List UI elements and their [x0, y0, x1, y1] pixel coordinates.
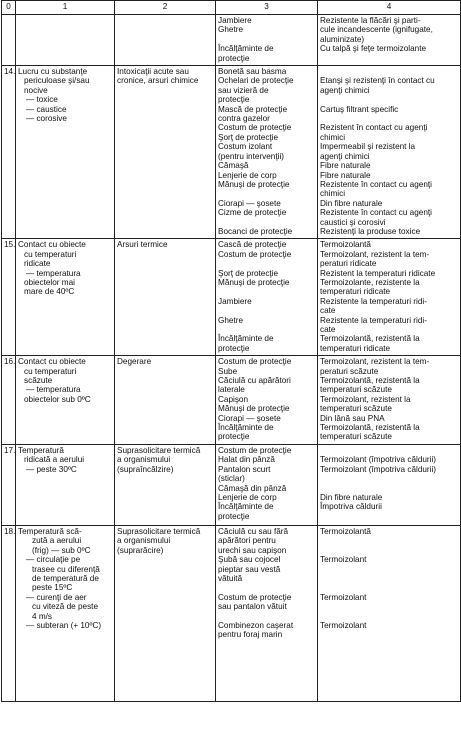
equipment-cell-line: vătuită [218, 573, 243, 583]
equipment-cell-line: Mănuşi de protecţie [218, 277, 290, 287]
hazard-cell-line: — corosive [26, 114, 67, 124]
table-row [2, 15, 461, 66]
characteristics-cell-line: Termoizolantă [320, 240, 371, 250]
equipment-cell-line: Şorţ de protecţie [218, 132, 279, 142]
equipment-cell-line: Ciorapi — şosete [218, 413, 281, 423]
effect-cell-line: Suprasolicitare termică [117, 445, 201, 455]
equipment-cell-line: Combinezon caşerat [218, 620, 294, 630]
hazard-cell-line: Contact cu obiecte [18, 240, 86, 250]
row-number [2, 525, 16, 701]
equipment-cell-line: Încălţăminte de [218, 423, 274, 433]
characteristics-cell-line: agenţi chimici [320, 85, 370, 95]
hazard-cell-line: Temperatură scă- [18, 526, 82, 536]
characteristics-cell-line: Termoizolant (împotriva căldurii) [320, 464, 437, 474]
equipment-cell-line: pieptar sau vestă [218, 564, 281, 574]
characteristics-cell-line [320, 583, 458, 592]
hazard-cell [16, 66, 115, 239]
hazard-cell-line: 4 m/s [32, 611, 53, 621]
equipment-cell-line: Costum de protecţie [218, 445, 292, 455]
characteristics-cell-line: temperaturi scăzute [320, 404, 392, 414]
table-row [2, 239, 461, 356]
hazard-cell-line: de temperatură de [32, 573, 99, 583]
row-number [2, 444, 16, 525]
hazard-cell-line: — peste 30ºC [26, 464, 77, 474]
equipment-cell-line: sau pantalon vătuit [218, 602, 287, 612]
hazard-cell [16, 356, 115, 445]
header-col-4: 4 [318, 1, 461, 15]
characteristics-cell-line: Cu talpă şi feţe termoizolante [320, 44, 427, 54]
equipment-cell-line: Pantalon scurt [218, 464, 271, 474]
hazard-cell-line: (frig) — sub 0ºC [32, 545, 91, 555]
effect-cell-line: (supraîncălzire) [117, 464, 174, 474]
header-col-1: 1 [16, 1, 115, 15]
characteristics-cell-line: Etanşi şi rezistenţi în contact cu [320, 76, 435, 86]
effect-cell [115, 444, 216, 525]
equipment-cell-line: (pentru intervenţii) [218, 151, 284, 161]
characteristics-cell-line: cate [320, 325, 336, 334]
hazard-cell-line: — temperatura [26, 385, 81, 395]
equipment-cell-line: Ghetre [218, 25, 244, 35]
equipment-cell-line: Cască de protecţie [218, 240, 287, 250]
characteristics-cell [318, 525, 461, 701]
characteristics-cell [318, 356, 461, 445]
row-number [2, 15, 16, 66]
characteristics-cell-line: chimici [320, 189, 346, 199]
characteristics-cell-line: Termoizolantă, rezistentă la [320, 334, 420, 344]
characteristics-cell-line [320, 602, 458, 611]
equipment-cell-line: Încălţăminte de [218, 334, 274, 344]
equipment-cell-line: Costum de protecţie [218, 357, 292, 367]
hazard-cell-line: Temperatură [18, 445, 64, 455]
characteristics-cell-line: temperaturi scăzute [320, 385, 392, 395]
effect-cell-line: Degerare [117, 357, 152, 367]
characteristics-cell-line: Fibre naturale [320, 170, 371, 180]
characteristics-cell-line: Termoizolant (împotriva căldurii) [320, 455, 437, 465]
hazard-cell-line: — caustice [26, 104, 67, 114]
characteristics-cell-line: temperaturi ridicate [320, 343, 391, 353]
characteristics-cell-line: Termoizolant, rezistent la tem- [320, 357, 430, 367]
effect-cell [115, 239, 216, 356]
equipment-cell-line: Şorţ de protecţie [218, 268, 279, 278]
characteristics-cell-line: Împotriva căldurii [320, 502, 382, 512]
equipment-cell-line [218, 35, 315, 44]
table-body [2, 15, 461, 702]
equipment-cell-line: sau vizieră de [218, 85, 269, 95]
characteristics-cell-line: Termoizolantă [320, 526, 371, 536]
characteristics-cell-line [320, 446, 458, 455]
table-row [2, 525, 461, 701]
table-row [2, 66, 461, 239]
characteristics-cell-line: Rezistenţi la produse toxice [320, 226, 421, 236]
characteristics-cell-line: Fibre naturale [320, 161, 371, 171]
equipment-cell [216, 525, 318, 701]
effect-cell [115, 66, 216, 239]
equipment-cell-line: protecţie [218, 343, 250, 353]
equipment-cell-line: Jambiere [218, 16, 252, 25]
hazard-cell-line: cu viteză de peste [32, 602, 98, 612]
characteristics-cell-line: Termoizolant [320, 592, 367, 602]
hazard-cell-line: — toxice [26, 95, 58, 105]
characteristics-cell-line: peraturi scăzute [320, 366, 379, 376]
equipment-cell-line [218, 218, 315, 227]
hazard-cell [16, 15, 115, 66]
characteristics-cell-line: peraturi ridicate [320, 259, 377, 269]
effect-cell-line: a organismului [117, 536, 171, 546]
equipment-cell-line: Halat din pânză [218, 455, 275, 465]
header-col-3: 3 [216, 1, 318, 15]
characteristics-cell-line: Din lână sau PNA [320, 413, 385, 423]
row-number-text: 14. [4, 67, 16, 77]
hazard-cell-line: mare de 40ºC [24, 287, 75, 297]
table-row [2, 356, 461, 445]
equipment-cell-line: Ghetre [218, 315, 244, 325]
effect-cell [115, 15, 216, 66]
hazard-cell-line: peste 15ºC [32, 583, 73, 593]
equipment-cell-line: protecţie [218, 95, 250, 105]
characteristics-cell [318, 15, 461, 66]
characteristics-cell-line: Cartuş filtrant specific [320, 104, 399, 114]
characteristics-cell-line: Rezistente la temperaturi ridi- [320, 315, 427, 325]
equipment-cell-line: Căciulă cu sau fără [218, 526, 289, 536]
equipment-cell-line: Mănuşi de protecţie [218, 179, 290, 189]
hazard-cell-line: cu temperaturi [24, 249, 77, 259]
equipment-cell-line [218, 259, 315, 268]
hazard-cell-line: zută a aerului [32, 536, 82, 546]
characteristics-cell [318, 66, 461, 239]
equipment-cell-line: pentru foraj marin [218, 630, 283, 640]
hazard-cell [16, 525, 115, 701]
header-col-2: 2 [115, 1, 216, 15]
effect-cell-line: a organismului [117, 455, 171, 465]
hazard-cell-line: — subteran (+ 10ºC) [26, 620, 102, 630]
characteristics-cell-line [320, 95, 458, 104]
effect-cell-line: Arsuri termice [117, 240, 168, 250]
effect-cell-line: cronice, arsuri chimice [117, 76, 199, 86]
equipment-cell-line: Costum izolant [218, 142, 273, 152]
hazard-cell-line: ridicată a aerului [24, 455, 85, 465]
equipment-cell-line: Jambiere [218, 296, 252, 306]
characteristics-cell-line [320, 630, 458, 639]
equipment-cell-line: Sube [218, 366, 238, 376]
header-col-0: 0 [2, 1, 16, 15]
characteristics-cell-line: aluminizate) [320, 34, 365, 44]
equipment-cell-line: Costum de protecţie [218, 249, 292, 259]
characteristics-cell-line: Rezistente în contact cu agenţi [320, 208, 432, 218]
equipment-cell-line: protecţie [218, 432, 250, 442]
equipment-cell-line: Lenjerie de corp [218, 492, 277, 502]
hazard-cell-line: cu temperaturi [24, 366, 77, 376]
characteristics-cell-line [320, 512, 458, 521]
equipment-cell-line: Bonetă sau basma [218, 67, 287, 77]
row-number-text: 17. [4, 445, 16, 455]
effect-cell-line: Suprasolicitare termică [117, 526, 201, 536]
characteristics-cell-line: chimici [320, 132, 346, 142]
characteristics-cell-line: Rezistent la temperaturi ridicate [320, 268, 436, 278]
equipment-cell [216, 239, 318, 356]
equipment-cell-line: Bocanci de protecţie [218, 226, 293, 236]
hazard-cell [16, 239, 115, 356]
characteristics-cell-line: Rezistent în contact cu agenţi [320, 123, 428, 133]
characteristics-cell-line: cule incandescente (ignifugate, [320, 25, 433, 35]
row-number [2, 239, 16, 356]
equipment-cell-line: Încălţăminte de [218, 502, 274, 512]
characteristics-cell-line: Rezistente la flăcări şi parti- [320, 16, 421, 25]
row-number-text: 15. [4, 240, 16, 250]
equipment-cell-line: Capişon [218, 394, 249, 404]
characteristics-cell-line: Rezistente în contact cu agenţi [320, 179, 432, 189]
characteristics-cell-line [320, 574, 458, 583]
equipment-cell-line: Costum de protecţie [218, 123, 292, 133]
equipment-cell-line: Costum de protecţie [218, 592, 292, 602]
row-number [2, 356, 16, 445]
characteristics-cell-line [320, 474, 458, 483]
characteristics-cell-line: Din fibre naturale [320, 198, 383, 208]
characteristics-cell-line: Rezistente la temperaturi ridi- [320, 296, 427, 306]
hazard-cell [16, 444, 115, 525]
hazard-cell-line: — curenţi de aer [26, 592, 87, 602]
equipment-cell-line: Şubă sau cojocel [218, 555, 281, 565]
hazard-cell-line: nocive [24, 85, 48, 95]
characteristics-cell-line: temperaturi ridicate [320, 287, 391, 297]
characteristics-cell-line [320, 612, 458, 621]
hazard-cell-line: Lucru cu substanţe [18, 67, 88, 77]
equipment-cell-line [218, 287, 315, 296]
hazard-cell-line: scăzute [24, 376, 53, 386]
equipment-cell-line [218, 189, 315, 198]
effect-cell [115, 525, 216, 701]
equipment-cell-line: laterale [218, 385, 245, 395]
header-row [2, 1, 461, 15]
equipment-cell-line: protecţie [218, 53, 250, 63]
characteristics-cell-line: Termoizolantă, rezistentă la [320, 423, 420, 433]
characteristics-cell-line: Termoizolante, rezistente la [320, 277, 420, 287]
hazard-cell-line: obiectelor sub 0ºC [24, 394, 91, 404]
equipment-cell-line: urechi sau capişon [218, 545, 287, 555]
characteristics-cell-line [320, 536, 458, 545]
equipment-cell [216, 444, 318, 525]
equipment-cell-line: contra gazelor [218, 114, 270, 124]
characteristics-cell-line [320, 54, 458, 63]
equipment-cell-line: Cizme de protecţie [218, 208, 287, 218]
equipment-cell [216, 356, 318, 445]
equipment-cell-line [218, 306, 315, 315]
equipment-cell-line: Cămaşă din pânză [218, 483, 287, 493]
characteristics-cell-line: agenţi chimici [320, 151, 370, 161]
characteristics-cell-line: Impermeabil şi rezistent la [320, 142, 416, 152]
characteristics-cell-line: cate [320, 306, 336, 316]
equipment-cell-line: Ochelari de protecţie [218, 76, 294, 86]
row-number-text: 18. [4, 526, 16, 536]
characteristics-cell-line [320, 67, 458, 76]
hazard-cell-line: — circulaţie pe [26, 555, 81, 565]
characteristics-cell-line [320, 114, 458, 123]
characteristics-cell-line: temperaturi scăzute [320, 432, 392, 442]
hazard-cell-line: periculoase şi/sau [24, 76, 90, 86]
hazard-cell-line: — temperatura [26, 268, 81, 278]
table-row [2, 444, 461, 525]
ppe-table [1, 0, 461, 702]
hazard-cell-line: ridicate [24, 259, 51, 269]
effect-cell-line: Intoxicaţii acute sau [117, 67, 189, 77]
equipment-cell-line: Mască de protecţie [218, 104, 288, 114]
hazard-cell-line: obiectelor mai [24, 277, 75, 287]
equipment-cell-line: Căciulă cu apărători [218, 376, 291, 386]
equipment-cell-line: Mănuşi de protecţie [218, 404, 290, 414]
characteristics-cell-line: caustici şi corosivi [320, 217, 386, 227]
characteristics-cell-line [320, 565, 458, 574]
equipment-cell-line [218, 583, 315, 592]
hazard-cell-line: trasee cu diferenţă [32, 564, 100, 574]
equipment-cell-line: Ciorapi — şosete [218, 198, 281, 208]
characteristics-cell-line [320, 484, 458, 493]
equipment-cell-line: (sticlar) [218, 474, 245, 484]
equipment-cell-line: Lenjerie de corp [218, 170, 277, 180]
characteristics-cell-line: Din fibre naturale [320, 492, 383, 502]
equipment-cell [216, 15, 318, 66]
characteristics-cell-line: Termoizolantă, rezistentă la [320, 376, 420, 386]
effect-cell-line: (suprarăcire) [117, 545, 164, 555]
characteristics-cell-line: Termoizolant, rezistent la [320, 394, 411, 404]
equipment-cell-line: apărători pentru [218, 536, 276, 546]
effect-cell [115, 356, 216, 445]
characteristics-cell-line: Termoizolant, rezistent la tem- [320, 249, 430, 259]
row-number-text: 16. [4, 357, 16, 367]
equipment-cell-line [218, 325, 315, 334]
characteristics-cell-line [320, 546, 458, 555]
row-number [2, 66, 16, 239]
hazard-cell-line: Contact cu obiecte [18, 357, 86, 367]
equipment-cell-line: protecţie [218, 511, 250, 521]
equipment-cell-line [218, 612, 315, 621]
characteristics-cell [318, 239, 461, 356]
characteristics-cell-line: Termoizolant [320, 620, 367, 630]
equipment-cell-line: Încălţăminte de [218, 44, 274, 54]
equipment-cell-line: Cămaşă [218, 161, 249, 171]
characteristics-cell-line: Termoizolant [320, 555, 367, 565]
characteristics-cell [318, 444, 461, 525]
equipment-cell [216, 66, 318, 239]
